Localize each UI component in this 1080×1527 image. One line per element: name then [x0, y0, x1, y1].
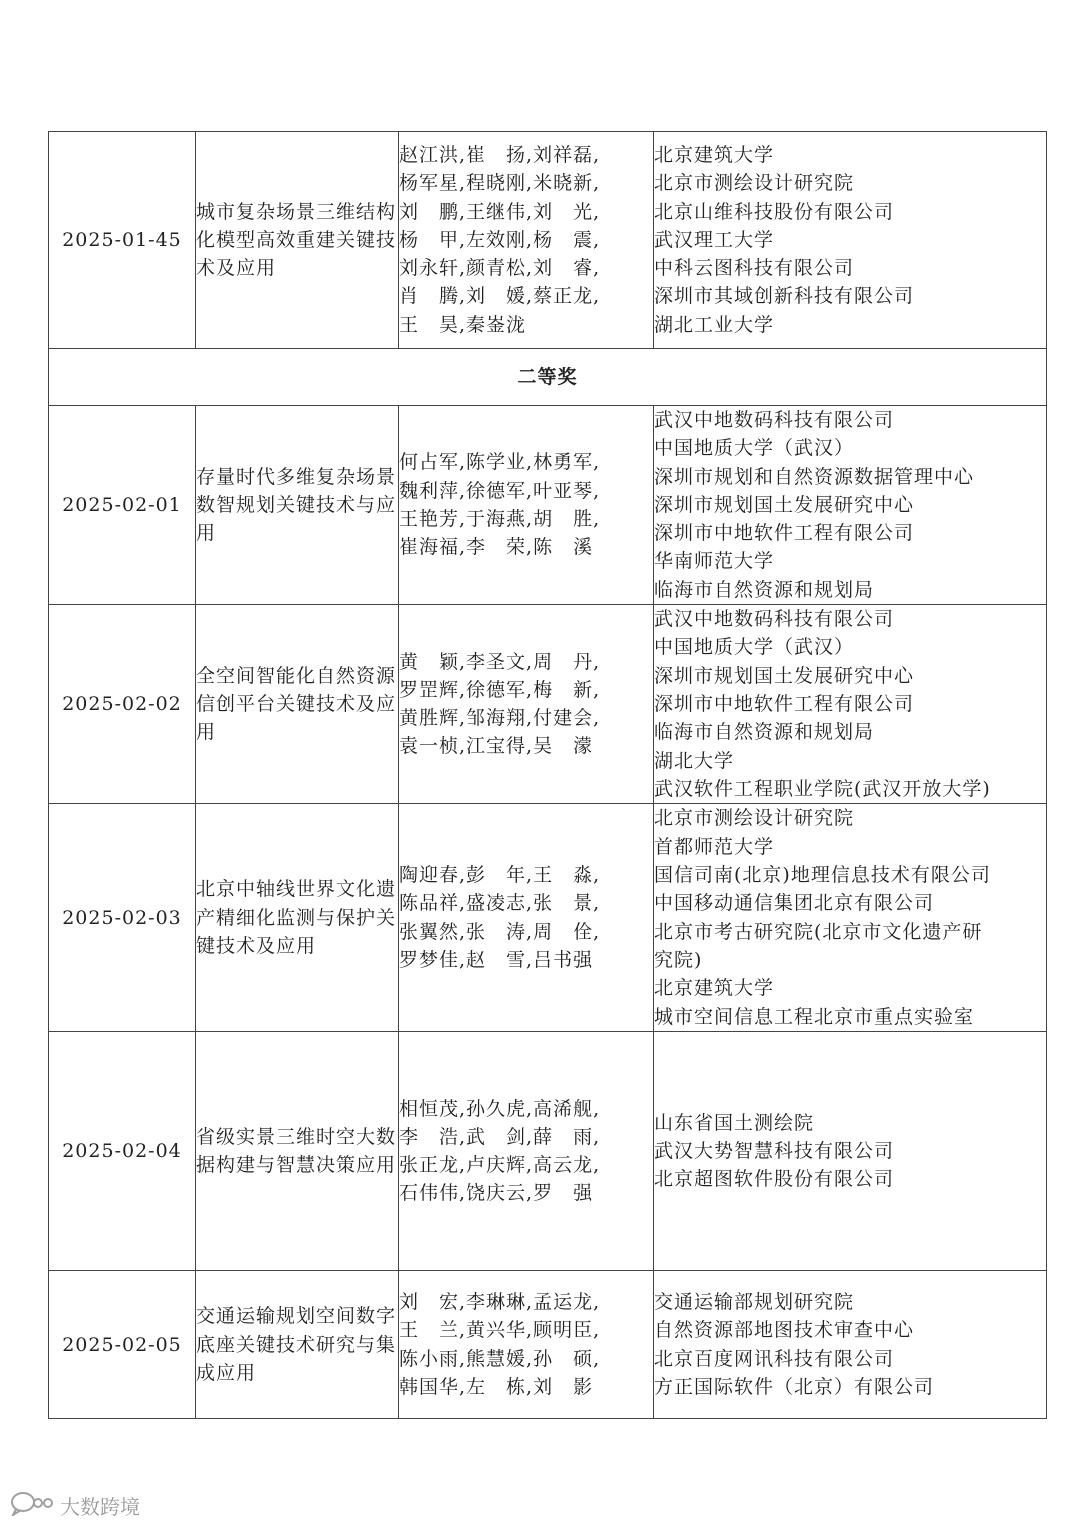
unit-line: 自然资源部地图技术审查中心	[654, 1319, 915, 1342]
people-line: 王艳芳,于海燕,胡 胜,	[399, 508, 601, 531]
unit-line: 北京市考古研究院(北京市文化遗产研	[654, 920, 983, 943]
people-line: 罗罡辉,徐德军,梅 新,	[399, 678, 601, 701]
unit-line: 临海市自然资源和规划局	[654, 578, 875, 601]
people-line: 杨军星,程晓刚,米晓新,	[399, 172, 601, 195]
award-table-body	[49, 132, 1047, 1419]
unit-line: 方正国际软件（北京）有限公司	[654, 1375, 935, 1398]
people-line: 相恒茂,孙久虎,高浠舰,	[399, 1097, 601, 1120]
unit-line: 中国移动通信集团北京有限公司	[654, 892, 935, 915]
project-code: 2025-02-02	[49, 605, 196, 804]
unit-line: 北京建筑大学	[654, 977, 775, 1000]
project-code: 2025-02-03	[49, 804, 196, 1032]
unit-line: 北京建筑大学	[654, 143, 775, 166]
unit-line: 北京超图软件股份有限公司	[654, 1168, 895, 1191]
units-cell	[654, 1271, 1047, 1419]
award-table	[48, 131, 1047, 1419]
people-line: 何占军,陈学业,林勇军,	[399, 451, 601, 474]
unit-line: 华南师范大学	[654, 550, 775, 573]
table-row	[49, 132, 1047, 349]
unit-line: 北京山维科技股份有限公司	[654, 200, 895, 223]
people-cell	[399, 605, 654, 804]
people-line: 王 兰,黄兴华,顾明臣,	[399, 1319, 601, 1342]
unit-line: 国信司南(北京)地理信息技术有限公司	[654, 864, 991, 887]
project-title: 全空间智能化自然资源信创平台关键技术及应用	[196, 605, 399, 804]
people-cell	[399, 1032, 654, 1271]
unit-line: 北京市测绘设计研究院	[654, 807, 855, 830]
units-cell	[654, 605, 1047, 804]
people-cell	[399, 1271, 654, 1419]
people-line: 杨 甲,左效刚,杨 震,	[399, 228, 601, 251]
units-cell	[654, 132, 1047, 349]
project-title: 省级实景三维时空大数据构建与智慧决策应用	[196, 1032, 399, 1271]
project-code: 2025-02-05	[49, 1271, 196, 1419]
watermark	[10, 1490, 140, 1520]
people-cell	[399, 132, 654, 349]
project-title: 存量时代多维复杂场景数智规划关键技术与应用	[196, 406, 399, 605]
people-line: 李 浩,武 剑,薛 雨,	[399, 1125, 601, 1148]
unit-line: 武汉大势智慧科技有限公司	[654, 1140, 895, 1162]
project-title: 北京中轴线世界文化遗产精细化监测与保护关键技术及应用	[196, 804, 399, 1032]
watermark-text: 大数跨境	[60, 1494, 140, 1519]
people-line: 陶迎春,彭 年,王 淼,	[399, 864, 601, 887]
people-line: 罗梦佳,赵 雪,吕书强	[399, 948, 594, 971]
unit-line: 武汉中地数码科技有限公司	[654, 608, 895, 631]
unit-line: 深圳市规划国土发展研究中心	[654, 493, 915, 516]
table-row	[49, 406, 1047, 605]
unit-line: 湖北大学	[654, 749, 735, 772]
people-line: 陈品祥,盛凌志,张 景,	[399, 892, 601, 915]
people-line: 袁一桢,江宝得,吴 濛	[399, 735, 594, 758]
people-line: 石伟伟,饶庆云,罗 强	[399, 1182, 594, 1205]
section-heading-row	[49, 349, 1047, 406]
people-cell	[399, 804, 654, 1032]
unit-line: 深圳市规划国土发展研究中心	[654, 664, 915, 687]
people-cell	[399, 406, 654, 605]
unit-line: 深圳市其域创新科技有限公司	[654, 285, 915, 308]
unit-line: 山东省国土测绘院	[654, 1111, 815, 1134]
unit-line: 临海市自然资源和规划局	[654, 721, 875, 744]
people-line: 崔海福,李 荣,陈 溪	[399, 536, 594, 559]
units-cell	[654, 406, 1047, 605]
unit-line: 北京市测绘设计研究院	[654, 172, 855, 195]
unit-line: 深圳市中地软件工程有限公司	[654, 692, 915, 715]
unit-line: 中国地质大学（武汉）	[654, 437, 855, 460]
people-line: 刘永轩,颜青松,刘 睿,	[399, 257, 601, 280]
people-line: 黄胜辉,邹海翔,付建会,	[399, 707, 601, 730]
unit-line: 首都师范大学	[654, 835, 775, 858]
table-row	[49, 1271, 1047, 1419]
people-line: 魏利萍,徐德军,叶亚琴,	[399, 479, 601, 502]
people-line: 黄 颖,李圣文,周 丹,	[399, 650, 601, 673]
people-line: 刘 鹏,王继伟,刘 光,	[399, 200, 601, 223]
people-line: 陈小雨,熊慧媛,孙 硕,	[399, 1347, 601, 1370]
table-row	[49, 1032, 1047, 1271]
unit-line: 深圳市规划和自然资源数据管理中心	[654, 465, 975, 488]
unit-line: 交通运输部规划研究院	[654, 1291, 855, 1314]
people-line: 赵江洪,崔 扬,刘祥磊,	[399, 143, 601, 166]
people-line: 张翼然,张 涛,周 佺,	[399, 920, 601, 943]
units-cell	[654, 804, 1047, 1032]
people-line: 肖 腾,刘 媛,蔡正龙,	[399, 285, 601, 308]
people-line: 刘 宏,李琳琳,孟运龙,	[399, 1291, 601, 1314]
people-line: 韩国华,左 栋,刘 影	[399, 1375, 594, 1398]
unit-line: 武汉理工大学	[654, 228, 775, 251]
people-line: 张正龙,卢庆辉,高云龙,	[399, 1154, 601, 1177]
unit-line: 武汉中地数码科技有限公司	[654, 409, 895, 431]
unit-line: 湖北工业大学	[654, 313, 775, 336]
unit-line: 中国地质大学（武汉）	[654, 636, 855, 659]
project-title: 城市复杂场景三维结构化模型高效重建关键技术及应用	[196, 132, 399, 349]
unit-line: 中科云图科技有限公司	[654, 257, 855, 280]
people-line: 王 昊,秦崟泷	[399, 313, 527, 336]
project-code: 2025-01-45	[49, 132, 196, 349]
units-cell	[654, 1032, 1047, 1271]
project-code: 2025-02-04	[49, 1032, 196, 1271]
table-row	[49, 605, 1047, 804]
chat-bubble-logo-icon	[10, 1490, 54, 1521]
unit-line: 究院)	[654, 948, 703, 971]
table-row	[49, 804, 1047, 1032]
unit-line: 城市空间信息工程北京市重点实验室	[654, 1005, 975, 1028]
project-code: 2025-02-01	[49, 406, 196, 605]
unit-line: 深圳市中地软件工程有限公司	[654, 522, 915, 545]
unit-line: 武汉软件工程职业学院(武汉开放大学)	[654, 777, 991, 800]
section-heading: 二等奖	[49, 349, 1047, 406]
unit-line: 北京百度网讯科技有限公司	[654, 1347, 895, 1370]
project-title: 交通运输规划空间数字底座关键技术研究与集成应用	[196, 1271, 399, 1419]
